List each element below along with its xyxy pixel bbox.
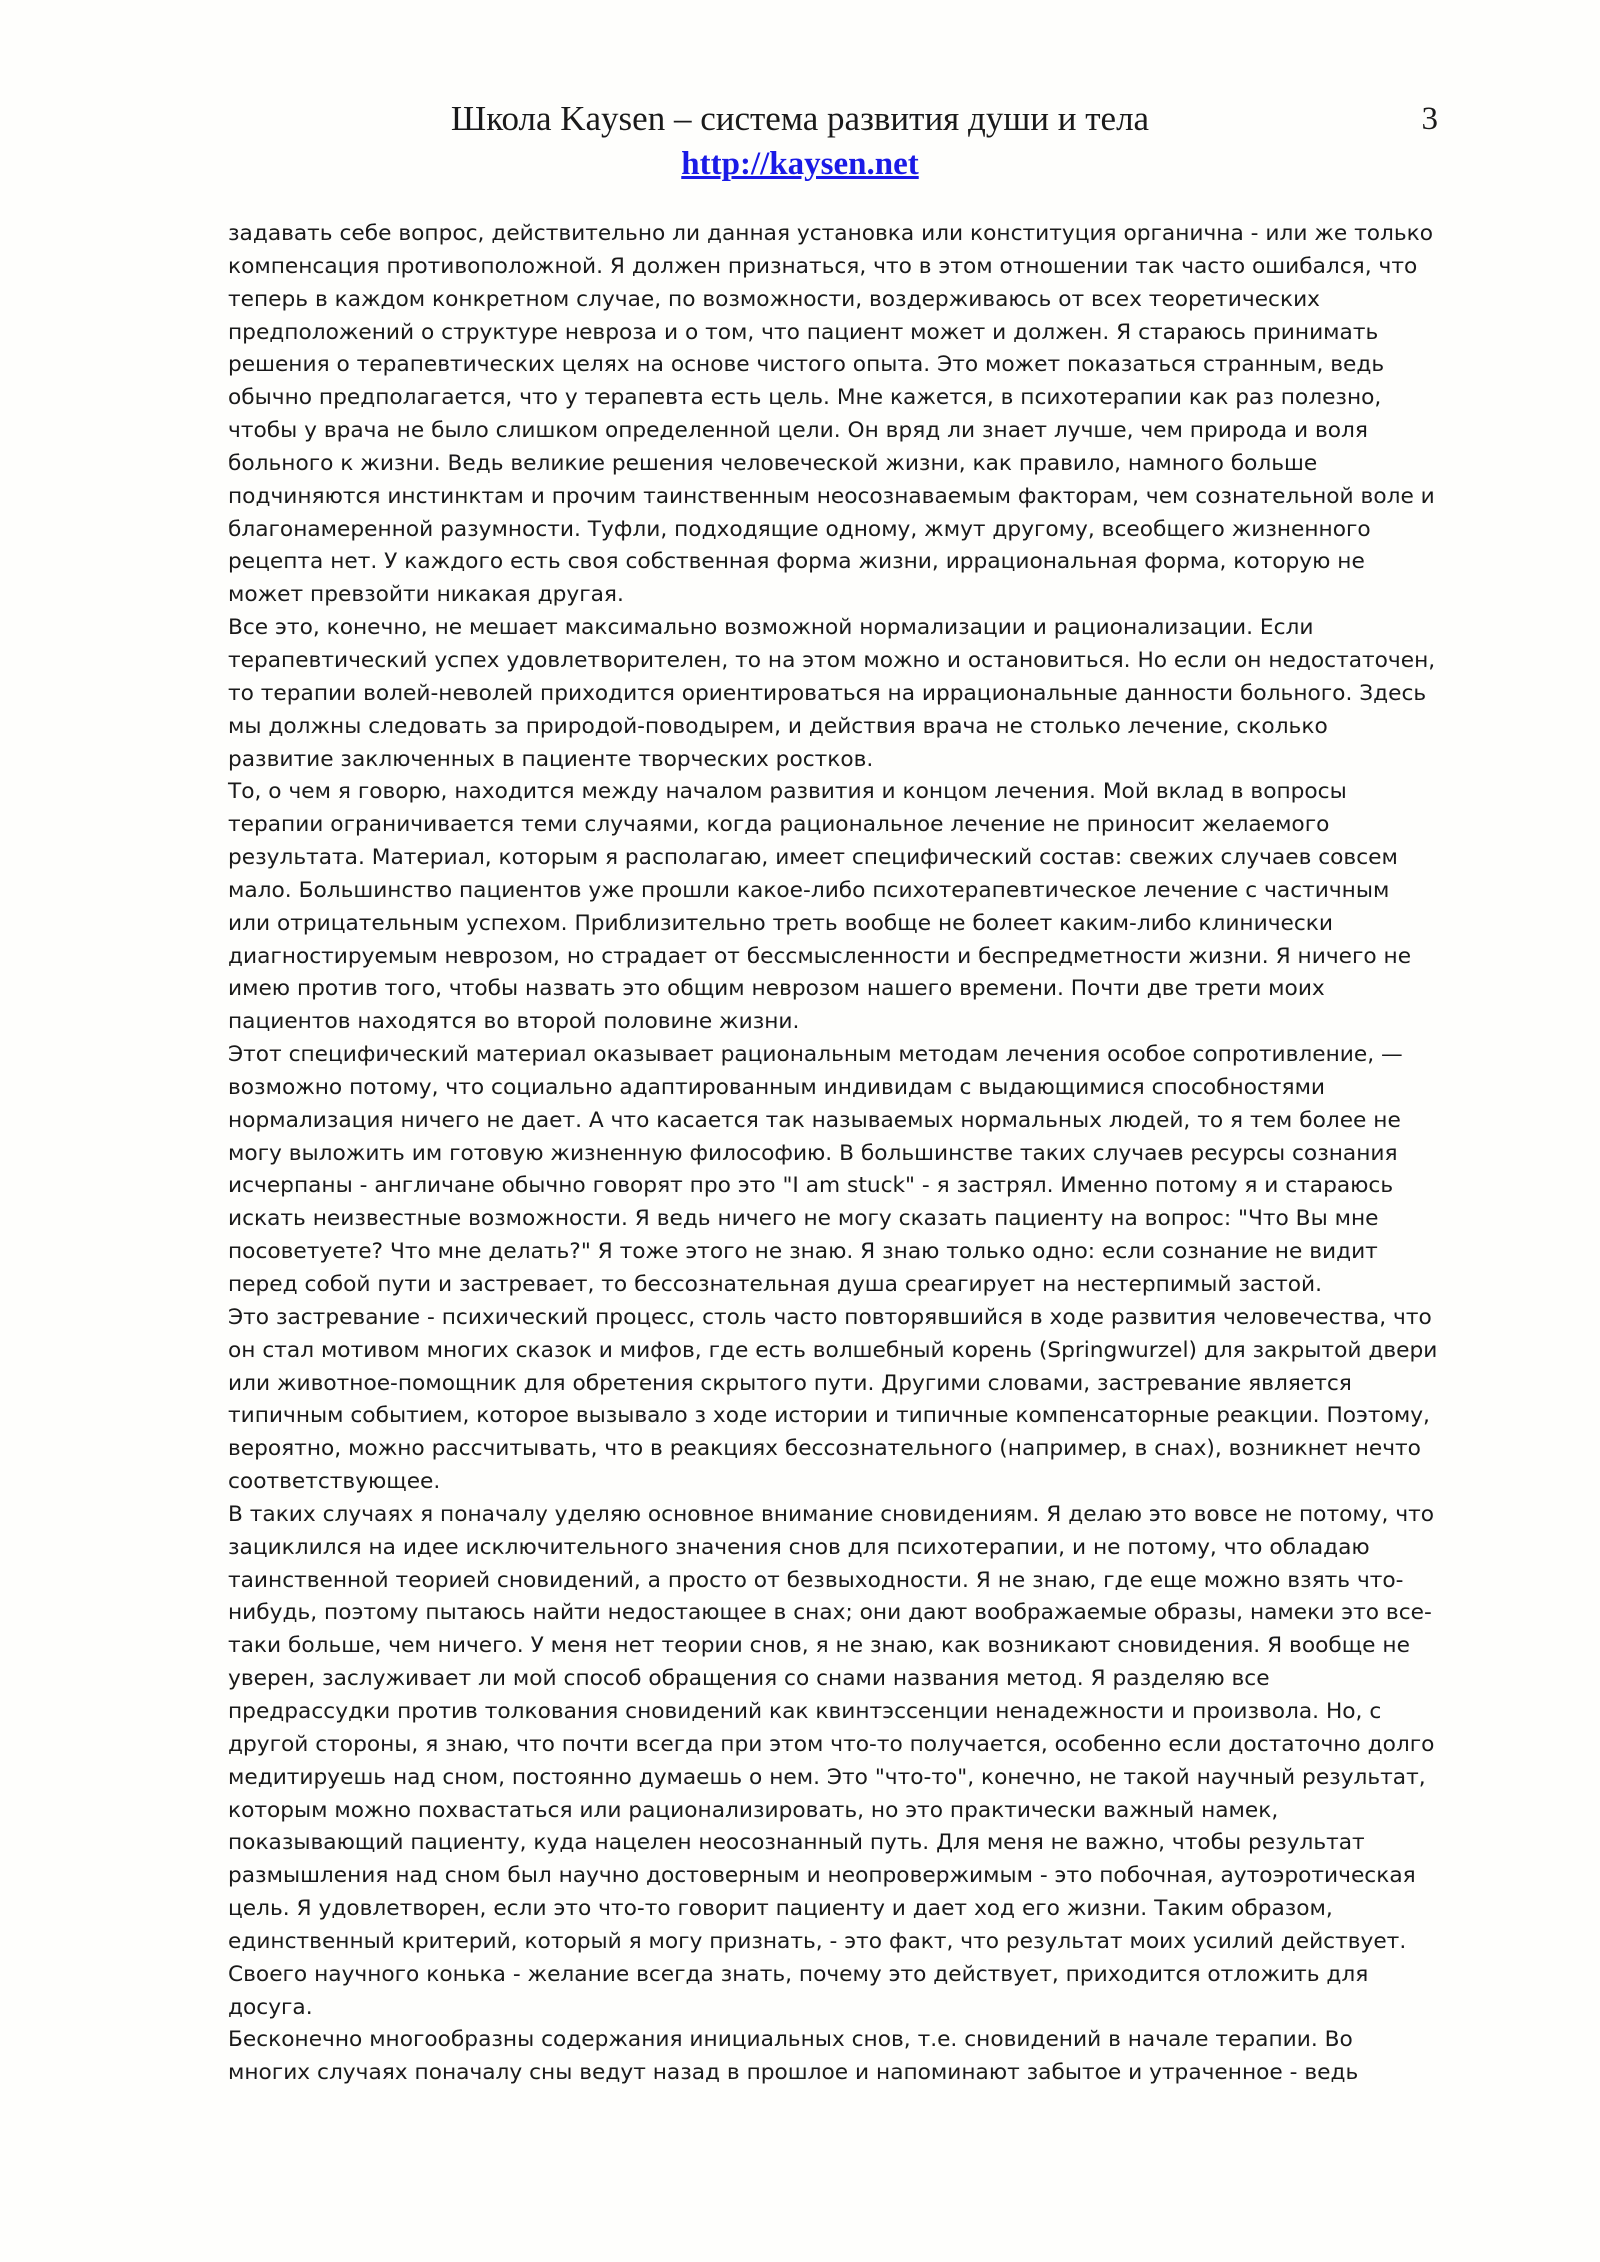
paragraph: Это застревание - психический процесс, столь часто повторявшийся в ходе развития человечества, что он стал мотивом многих сказок и мифов, где есть волшебный корень (Springwurzel) для закрытой двери или животное-помощник для обретения скрытого пути. Другими словами, застревание является типичным событием, которое вызывало з ходе истории и типичные компенсаторные реакции. Поэтому, вероятно, можно рассчитывать, что в реакциях бессознательного (например, в снах), возникнет нечто соответствующее. bbox=[228, 1304, 1438, 1495]
page-number: 3 bbox=[1421, 101, 1438, 137]
paragraph: Все это, конечно, не мешает максимально возможной нормализации и рационализации. Если терапевтический успех удовлетворителен, то на этом можно и остановиться. Но если он недостаточен, то терапии волей-неволей приходится ориентироваться на иррациональные данности больного. Здесь мы должны следовать за природой-поводырем, и действия врача не столько лечение, сколько развитие заключенных в пациенте творческих ростков. bbox=[228, 615, 1436, 772]
paragraph: В таких случаях я поначалу уделяю основное внимание сновидениям. Я делаю это вовсе не потому, что зациклился на идее исключительного значения снов для психотерапии, и не потому, что обладаю таинственной теорией сновидений, а просто от безвыходности. Я не знаю, где еще можно взять что-нибудь, поэтому пытаюсь найти недостающее в снах; они дают воображаемые образы, намеки это все-таки больше, чем ничего. У меня нет теории снов, я не знаю, как возникают сновидения. Я вообще не уверен, заслуживает ли мой способ обращения со снами названия метод. Я разделяю все предрассудки против толкования сновидений как квинтэссенции ненадежности и произвола. Но, с другой стороны, я знаю, что почти всегда при этом что-то получается, особенно если достаточно долго медитируешь над сном, постоянно думаешь о нем. Это "что-то", конечно, не такой научный результат, которым можно похвастаться или рационализировать, но это практически важный намек, показывающий пациенту, куда нацелен неосознанный путь. Для меня не важно, чтобы результат размышления над сном был научно достоверным и неопровержимым - это побочная, аутоэротическая цель. Я удовлетворен, если это что-то говорит пациенту и дает ход его жизни. Таким образом, единственный критерий, который я могу признать, - это факт, что результат моих усилий действует. Своего научного конька - желание всегда знать, почему это действует, приходится отложить для досуга. bbox=[228, 1501, 1435, 2020]
body-text bbox=[228, 218, 1438, 2090]
paragraph: Бесконечно многообразны содержания инициальных снов, т.е. сновидений в начале терапии. Во многих случаях поначалу сны ведут назад в прошлое и напоминают забытое и утраченное - ведь bbox=[228, 2027, 1359, 2086]
page-header bbox=[0, 96, 1600, 186]
paragraph: Этот специфический материал оказывает рациональным методам лечения особое сопротивление, — возможно потому, что социально адаптированным индивидам с выдающимися способностями нормализация ничего не дает. А что касается так называемых нормальных людей, то я тем более не могу выложить им готовую жизненную философию. В большинстве таких случаев ресурсы сознания исчерпаны - англичане обычно говорят про это "I am stuck" - я застрял. Именно потому я и стараюсь искать неизвестные возможности. Я ведь ничего не могу сказать пациенту на вопрос: "Что Вы мне посоветуете? Что мне делать?" Я тоже этого не знаю. Я знаю только одно: если сознание не видит перед собой пути и застревает, то бессознательная душа среагирует на нестерпимый застой. bbox=[228, 1042, 1403, 1297]
paragraph: То, о чем я говорю, находится между началом развития и концом лечения. Мой вклад в вопросы терапии ограничивается теми случаями, когда рациональное лечение не приносит желаемого результата. Материал, которым я располагаю, имеет специфический состав: свежих случаев совсем мало. Большинство пациентов уже прошли какое-либо психотерапевтическое лечение с частичным или отрицательным успехом. Приблизительно треть вообще не болеет каким-либо клинически диагностируемым неврозом, но страдает от бессмысленности и беспредметности жизни. Я ничего не имею против того, чтобы назвать это общим неврозом нашего времени. Почти две трети моих пациентов находятся во второй половине жизни. bbox=[228, 779, 1412, 1035]
paragraph: задавать себе вопрос, действительно ли данная установка или конституция органична - или же только компенсация противоположной. Я должен признаться, что в этом отношении так часто ошибался, что теперь в каждом конкретном случае, по возможности, воздерживаюсь от всех теоретических предположений о структуре невроза и о том, что пациент может и должен. Я стараюсь принимать решения о терапевтических целях на основе чистого опыта. Это может показаться странным, ведь обычно предполагается, что у терапевта есть цель. Мне кажется, в психотерапии как раз полезно, чтобы у врача не было слишком определенной цели. Он вряд ли знает лучше, чем природа и воля больного к жизни. Ведь великие решения человеческой жизни, как правило, намного больше подчиняются инстинктам и прочим таинственным неосознаваемым факторам, чем сознательной воле и благонамеренной разумности. Туфли, подходящие одному, жмут другому, всеобщего жизненного рецепта нет. У каждого есть своя собственная форма жизни, иррациональная форма, которую не может превзойти никакая другая. bbox=[228, 221, 1435, 608]
header-link[interactable]: http://kaysen.net bbox=[681, 146, 919, 182]
header-title: Школа Kaysen – система развития души и тела bbox=[450, 99, 1150, 138]
